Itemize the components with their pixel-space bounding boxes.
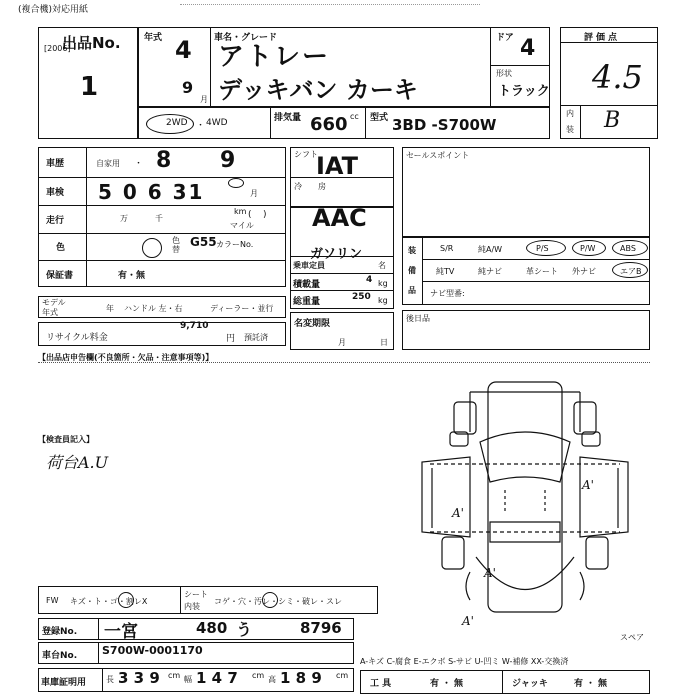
color-circle xyxy=(142,238,162,258)
color-label: 色 xyxy=(56,243,66,253)
damage-code-legend: A-キズ C-腐食 E-エクボ S-サビ U-凹ミ W-補修 XX-交換済 xyxy=(360,657,569,666)
displacement-label: 排気量 xyxy=(274,113,302,123)
equip-tv: 純TV xyxy=(436,267,455,276)
divider xyxy=(560,105,658,106)
divider xyxy=(290,290,394,291)
type-value: 3BD -S700W xyxy=(392,116,497,134)
legend-fw-text: キズ・ト・ゴ・割レX xyxy=(70,597,148,606)
mileage-sen: 千 xyxy=(155,214,163,223)
tools-label: 工 具 xyxy=(370,679,392,689)
equip-leather: 革シート xyxy=(526,267,558,276)
equip-navi: 純ナビ xyxy=(478,267,502,276)
divider xyxy=(38,260,286,261)
interior-value: B xyxy=(604,108,621,133)
weight-label: 総重量 xyxy=(293,297,321,307)
cert-height-label: 高 xyxy=(268,675,276,684)
history-value-2: 9 xyxy=(220,148,236,173)
equip-aw: 純A/W xyxy=(478,245,503,254)
mileage-label: 走行 xyxy=(46,216,65,226)
month-value: 9 xyxy=(182,78,194,97)
divider xyxy=(422,281,650,282)
cert-length: 3 3 9 xyxy=(118,669,160,687)
cert-width-label: 幅 xyxy=(184,675,192,684)
cert-width: 1 4 7 xyxy=(196,669,238,687)
warranty-options: 有・無 xyxy=(118,271,146,281)
inspector-note: 荷台A.U xyxy=(46,453,109,472)
inspector-label: 【検査員記入】 xyxy=(38,435,94,444)
lot-number: 1 xyxy=(80,72,99,102)
year-label: 年式 xyxy=(144,33,163,43)
history-label: 車歴 xyxy=(46,159,65,169)
mileage-paren: ( ) xyxy=(248,210,267,220)
name-change-label: 名変期限 xyxy=(294,319,331,329)
cert-unit: cm xyxy=(336,671,349,680)
equip-abs: ABS xyxy=(620,244,636,253)
interior-label: 内 xyxy=(566,109,574,118)
name-change-month: 月 xyxy=(338,338,346,347)
year-value: 4 xyxy=(175,36,192,64)
cert-label: 車庫証明用 xyxy=(41,678,87,688)
jack-options: 有・無 xyxy=(574,679,611,689)
legend-seat: 内装 xyxy=(184,602,200,611)
type-label: 型式 xyxy=(370,113,389,123)
modelyear-year: 年 xyxy=(106,304,114,313)
cert-length-label: 長 xyxy=(106,675,114,684)
car-damage-diagram xyxy=(410,372,640,622)
damage-mark: A' xyxy=(484,566,496,580)
divider xyxy=(422,259,650,260)
nav-model-label: ナビ型番: xyxy=(430,289,465,298)
jack-label: ジャッキ xyxy=(512,679,548,689)
drive-sep: ・ xyxy=(196,121,206,131)
divider xyxy=(365,107,366,139)
divider xyxy=(86,147,87,287)
load-label: 積載量 xyxy=(293,280,321,290)
legend-seat: シート xyxy=(184,590,208,599)
mileage-man: 万 xyxy=(120,214,128,223)
divider xyxy=(38,205,286,206)
weight-unit: kg xyxy=(378,296,388,305)
capacity-unit: 名 xyxy=(378,261,386,270)
modelyear-dealer: ディーラー・並行 xyxy=(210,304,274,313)
damage-mark: A' xyxy=(582,478,594,492)
history-value-1: 8 xyxy=(156,148,172,173)
drive-option-4wd: 4WD xyxy=(206,118,228,128)
model-grade: デッキバン カーキ xyxy=(218,76,418,104)
divider xyxy=(290,273,394,274)
damage-mark: A' xyxy=(452,506,464,520)
sales-point-label: セールスポイント xyxy=(406,151,470,160)
drive-option-2wd: 2WD xyxy=(166,118,188,128)
divider xyxy=(180,586,181,614)
divider xyxy=(102,668,103,692)
mileage-mile: マイル xyxy=(230,221,254,230)
load-value: 4 xyxy=(366,275,373,285)
divider xyxy=(490,27,491,107)
equip-pw: P/W xyxy=(580,244,596,253)
shape-label: 形状 xyxy=(496,69,512,78)
divider xyxy=(38,177,286,178)
divider xyxy=(270,107,271,139)
name-change-day: 日 xyxy=(380,338,388,347)
capacity-label: 乗車定員 xyxy=(293,261,325,270)
later-items-label: 後日品 xyxy=(406,314,430,323)
shift-label: シフト xyxy=(294,150,318,159)
form-header-note: (複合機)対応用紙 xyxy=(18,5,89,15)
inspection-label: 車検 xyxy=(46,188,65,198)
equipment-label: 備 xyxy=(408,266,416,275)
legend-seat-text: コゲ・穴・汚レ・シミ・破レ・スレ xyxy=(214,597,342,606)
month-unit: 月 xyxy=(200,95,208,104)
mileage-km: km xyxy=(234,207,247,216)
cert-height: 1 8 9 xyxy=(280,669,322,687)
shift-value: IAT xyxy=(316,152,359,180)
registration-number: 8796 xyxy=(300,619,342,637)
color-kind: 色替 xyxy=(172,236,180,254)
tools-options: 有・無 xyxy=(430,679,467,689)
legend-fw: FW xyxy=(46,596,59,605)
displacement-value: 660 xyxy=(310,114,348,135)
ac-label: 冷 xyxy=(294,182,302,191)
equip-sr: S/R xyxy=(440,244,454,253)
divider xyxy=(38,233,286,234)
equip-ps: P/S xyxy=(536,244,549,253)
legend-fw-mark xyxy=(118,592,134,608)
lot-tag: [2006] xyxy=(44,44,71,53)
fuel-value: ガソリン xyxy=(310,247,363,262)
weight-value: 250 xyxy=(352,292,371,302)
warranty-label: 保証書 xyxy=(46,271,74,281)
divider xyxy=(98,618,99,640)
divider xyxy=(490,65,550,66)
equipment-label: 品 xyxy=(408,286,416,295)
recycle-value: 9,710 xyxy=(180,321,209,331)
shape-value: トラック xyxy=(498,84,550,99)
inspection-unit: 月 xyxy=(250,189,258,198)
doors-value: 4 xyxy=(520,36,536,61)
equip-ext-navi: 外ナビ xyxy=(572,267,596,276)
later-items-box xyxy=(402,310,650,350)
registration-kana: う xyxy=(236,620,253,639)
color-code: G55 xyxy=(190,235,217,249)
doors-label: ドア xyxy=(496,33,514,43)
ac-value: AAC xyxy=(312,204,367,232)
divider xyxy=(210,27,211,107)
divider xyxy=(502,670,503,694)
lot-label: 出品No. xyxy=(62,34,121,52)
modelyear-label: モデル xyxy=(42,298,66,307)
history-use: 自家用 xyxy=(96,159,120,168)
rating-value: 4.5 xyxy=(592,58,643,96)
ac-label: 房 xyxy=(318,182,326,191)
equip-airbag: エアB xyxy=(620,267,642,276)
recycle-unit: 円 xyxy=(226,334,236,344)
recycle-label: リサイクル料金 xyxy=(46,333,108,343)
displacement-unit: cc xyxy=(350,112,359,121)
divider xyxy=(98,642,99,664)
registration-region: 一宮 xyxy=(104,622,138,642)
chassis-value: S700W-0001170 xyxy=(102,644,203,657)
legend-seat-mark xyxy=(262,592,278,608)
rating-label: 評価点 xyxy=(584,33,621,43)
cert-unit: cm xyxy=(168,671,181,680)
registration-class: 480 xyxy=(196,619,228,637)
equipment-label: 装 xyxy=(408,246,416,255)
divider xyxy=(580,105,581,139)
spare-label: スペア xyxy=(620,633,644,642)
interior-label: 装 xyxy=(566,125,574,134)
model-name: アトレー xyxy=(218,42,331,72)
inspection-mark xyxy=(228,178,244,188)
recycle-deposited: 預託済 xyxy=(244,333,268,342)
modelyear-handle: ハンドル 左・右 xyxy=(124,304,183,313)
declaration-label: 【出品店申告欄(不良箇所・欠品・注意事項等)】 xyxy=(38,353,214,362)
history-dot: ・ xyxy=(134,159,144,169)
inspection-value: 5 0 6 31 xyxy=(98,180,205,204)
cropped-header-line xyxy=(180,4,480,5)
cert-unit: cm xyxy=(252,671,265,680)
registration-label: 登録No. xyxy=(42,627,78,637)
divider xyxy=(290,256,394,257)
model-label: 車名・グレード xyxy=(214,33,278,43)
load-unit: kg xyxy=(378,279,388,288)
modelyear-label: 年式 xyxy=(42,308,58,317)
divider xyxy=(422,237,423,305)
declaration-divider xyxy=(38,362,650,363)
color-code-label: カラーNo. xyxy=(216,240,254,249)
damage-mark: A' xyxy=(462,614,474,628)
chassis-label: 車台No. xyxy=(42,651,78,661)
